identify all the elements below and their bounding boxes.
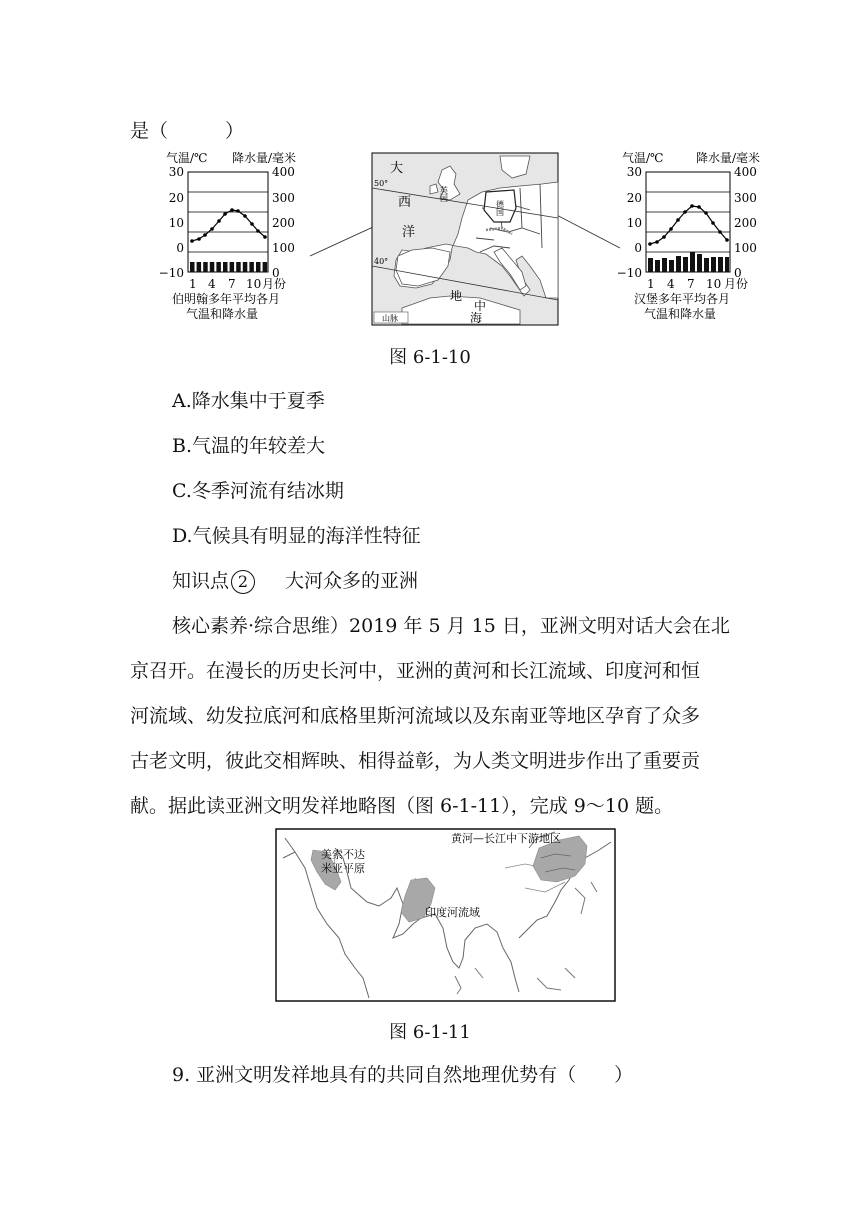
figure-caption: 图 6-1-10 [389,347,471,368]
option-b: B.气温的年较差大 [172,435,326,457]
right-x-tick: 1 [647,277,655,291]
left-temp-tick: 10 [168,216,184,230]
left-precip-tick: 100 [272,241,295,255]
label-indus: 印度河流域 [425,906,480,919]
map-country-label: 英国 [439,186,449,202]
right-precip-tick: 100 [734,241,757,255]
right-temp-tick: 10 [626,216,642,230]
map-legend-label: 山脉 [382,314,398,323]
knowledge-prefix: 知识点 [172,570,230,592]
map-latitude-label: 50° [374,179,389,188]
left-x-unit: 月份 [262,277,287,291]
map-latitude-label: 40° [374,257,389,266]
left-precip-tick: 0 [272,266,280,280]
map-sea-label: 中 [474,299,487,313]
figure-caption: 图 6-1-11 [389,1022,471,1043]
left-temp-tick: −10 [158,266,184,280]
paragraph-line: 献。据此读亚洲文明发祥地略图（图 6-1-11），完成 9～10 题。 [130,795,674,817]
map-sea-label: 海 [470,311,483,325]
left-precip-tick: 300 [272,191,295,205]
label-mesopotamia: 米亚平原 [321,862,365,875]
paragraph-line: 古老文明，彼此交相辉映、相得益彰，为人类文明进步作出了重要贡 [130,750,701,772]
map-country-label: 德国 [495,200,505,216]
figure-6-1-11-asia-map [275,828,617,1003]
right-precip-tick: 0 [734,266,742,280]
paragraph-line: 河流域、幼发拉底河和底格里斯河流域以及东南亚等地区孕育了众多 [130,705,701,727]
paragraph-line: 京召开。在漫长的历史长河中，亚洲的黄河和长江流域、印度河和恒 [130,660,701,682]
right-temp-tick: 30 [626,165,642,179]
birmingham-climate-chart [159,150,296,321]
left-precip-tick: 400 [272,165,295,179]
right-caption-line1: 汉堡多年平均各月 [634,292,731,306]
map-ocean-label: 大 [390,161,404,176]
europe-map [372,153,558,325]
left-caption-line2: 气温和降水量 [186,307,259,321]
map-ocean-label: 西 [398,195,412,210]
question-9: 9. 亚洲文明发祥地具有的共同自然地理优势有（ ） [172,1064,634,1086]
figure-6-1-10 [150,148,760,333]
left-temp-axis-title: 气温/℃ [166,151,208,165]
left-caption-line1: 伯明翰多年平均各月 [172,292,281,306]
option-c: C.冬季河流有结冰期 [172,480,344,502]
option-d: D.气候具有明显的海洋性特征 [172,525,421,547]
right-temp-tick: −10 [616,266,642,280]
left-x-tick: 10 [246,277,262,291]
label-yellow-yangtze: 黄河—长江中下游地区 [451,832,561,845]
right-x-tick: 7 [687,277,695,291]
left-temp-tick: 0 [176,241,184,255]
option-a: A.降水集中于夏季 [172,390,325,412]
left-temp-tick: 20 [168,191,184,205]
right-precip-axis-title: 降水量/毫米 [696,151,760,165]
right-precip-tick: 400 [734,165,757,179]
lead-line: 是（ ） [130,120,245,142]
left-temp-line [192,210,265,241]
right-x-unit: 月份 [724,277,749,291]
knowledge-heading [172,566,418,594]
right-precip-tick: 300 [734,191,757,205]
knowledge-number: 2 [237,572,249,591]
right-temp-axis-title: 气温/℃ [622,151,664,165]
right-temp-tick: 20 [626,191,642,205]
right-caption-line2: 气温和降水量 [644,307,717,321]
right-temp-tick: 0 [634,241,642,255]
knowledge-title: 大河众多的亚洲 [285,570,419,592]
label-mesopotamia: 美索不达 [321,848,365,861]
right-precip-bars [648,252,729,272]
left-x-tick: 7 [228,277,236,291]
right-precip-tick: 200 [734,216,757,230]
knowledge-number-circle [231,570,255,594]
left-x-tick: 1 [189,277,197,291]
left-x-tick: 4 [208,277,216,291]
right-x-tick: 4 [667,277,675,291]
left-temp-tick: 30 [168,165,184,179]
left-precip-tick: 200 [272,216,295,230]
left-precip-axis-title: 降水量/毫米 [232,151,297,165]
paragraph-line: 核心素养·综合思维）2019 年 5 月 15 日，亚洲文明对话大会在北 [172,615,730,637]
right-x-tick: 10 [706,277,722,291]
hamburg-climate-chart [617,150,760,321]
map-sea-label: 地 [450,289,463,303]
left-precip-bars [190,262,267,272]
map-ocean-label: 洋 [402,225,416,240]
